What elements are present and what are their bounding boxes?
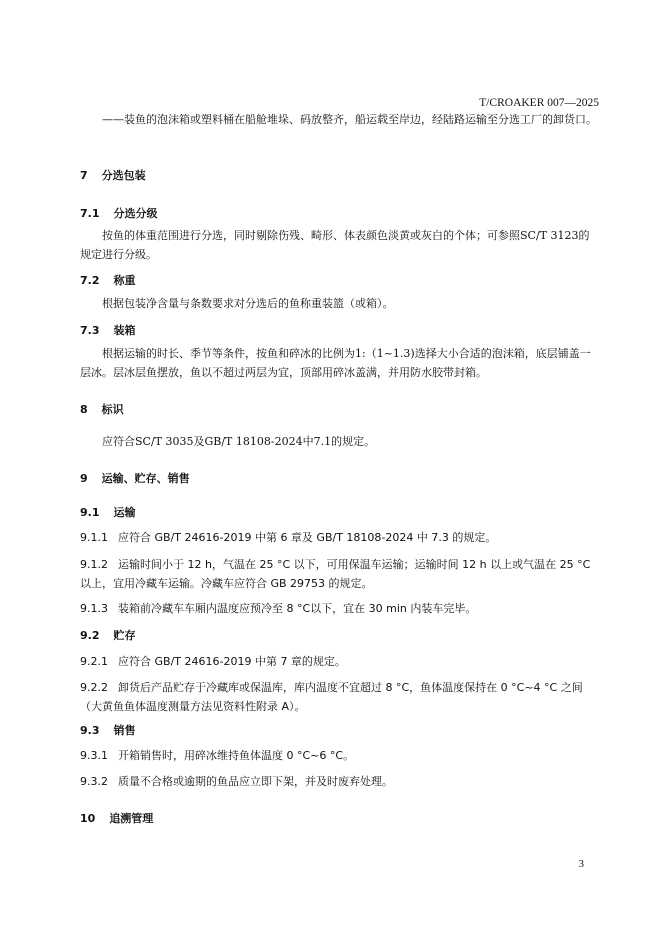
page-number: 3 [578,858,584,870]
section-title: 分选包装 [101,169,146,182]
clause-9-2-1 [80,652,600,671]
section-9-1-heading [80,504,136,520]
section-7-heading [80,167,146,183]
section-number: 7.2 [80,274,100,287]
clause-text: 应符合 GB/T 24616-2019 中第 7 章的规定。 [118,655,346,668]
section-8-body [80,432,600,451]
clause-text: 卸货后产品贮存于冷藏库或保温库，库内温度不宜超过 8 °C，鱼体温度保持在 0 °C~4 °C 之间（大黄鱼鱼体温度测量方法见资料性附录 A）。 [80,681,583,713]
section-7-2-body [80,294,600,313]
clause-9-2-2 [80,678,600,716]
section-7-1-body [80,226,600,264]
clause-text: 质量不合格或逾期的鱼品应立即下架，并及时废弃处理。 [118,775,393,788]
clause-number: 9.2.2 [80,681,108,694]
intro-paragraph [80,110,600,129]
section-7-3-body [80,344,600,382]
section-title: 称重 [113,274,136,287]
section-10-heading [80,810,153,826]
intro-text: ——装鱼的泡沫箱或塑料桶在船舱堆垛、码放整齐，船运载至岸边，经陆路运输至分选工厂的卸货口。 [102,113,597,126]
clause-number: 9.3.1 [80,749,108,762]
section-title: 运输 [113,506,136,519]
section-9-heading [80,470,190,486]
section-title: 销售 [113,724,136,737]
section-7-2-heading [80,272,136,288]
section-title: 标识 [101,403,124,416]
clause-number: 9.1.1 [80,531,108,544]
section-number: 7.3 [80,324,100,337]
section-8-heading [80,401,124,417]
section-number: 7 [80,169,88,182]
paragraph-text: 按鱼的体重范围进行分选，同时剔除伤残、畸形、体表颜色淡黄或灰白的个体；可参照SC/T 3123的规定进行分级。 [80,229,590,261]
section-number: 8 [80,403,88,416]
clause-number: 9.1.2 [80,558,108,571]
clause-9-1-3 [80,599,600,618]
clause-9-3-1 [80,746,600,765]
section-title: 追溯管理 [109,812,154,825]
clause-text: 装箱前冷藏车车厢内温度应预冷至 8 °C以下，宜在 30 min 内装车完毕。 [118,602,477,615]
clause-number: 9.1.3 [80,602,108,615]
clause-text: 开箱销售时，用碎冰维持鱼体温度 0 °C~6 °C。 [118,749,355,762]
clause-number: 9.3.2 [80,775,108,788]
standard-code: T/CROAKER 007—2025 [479,97,599,109]
paragraph-text: 根据运输的时长、季节等条件，按鱼和碎冰的比例为1:（1~1.3)选择大小合适的泡沫箱，底层铺盖一层冰。层冰层鱼摆放，鱼以不超过两层为宜，顶部用碎冰盖满，并用防水胶带封箱。 [80,347,591,379]
clause-text: 运输时间小于 12 h，气温在 25 °C 以下，可用保温车运输；运输时间 12 h 以上或气温在 25 °C 以上，宜用冷藏车运输。冷藏车应符合 GB 29753 的规定。 [80,558,591,590]
section-title: 装箱 [113,324,136,337]
section-title: 分选分级 [113,207,158,220]
section-number: 9.1 [80,506,100,519]
paragraph-text: 应符合SC/T 3035及GB/T 18108-2024中7.1的规定。 [102,435,376,448]
section-number: 9.2 [80,629,100,642]
clause-9-1-2 [80,555,600,593]
section-9-2-heading [80,627,136,643]
clause-9-3-2 [80,772,600,791]
section-7-1-heading [80,205,158,221]
section-7-3-heading [80,322,136,338]
section-number: 9.3 [80,724,100,737]
section-number: 7.1 [80,207,100,220]
clause-text: 应符合 GB/T 24616-2019 中第 6 章及 GB/T 18108-2024 中 7.3 的规定。 [118,531,497,544]
section-title: 贮存 [113,629,136,642]
section-9-3-heading [80,722,136,738]
clause-number: 9.2.1 [80,655,108,668]
clause-9-1-1 [80,528,600,547]
section-title: 运输、贮存、销售 [101,472,190,485]
section-number: 10 [80,812,96,825]
section-number: 9 [80,472,88,485]
paragraph-text: 根据包装净含量与条数要求对分选后的鱼称重装篮（或箱）。 [102,297,394,310]
